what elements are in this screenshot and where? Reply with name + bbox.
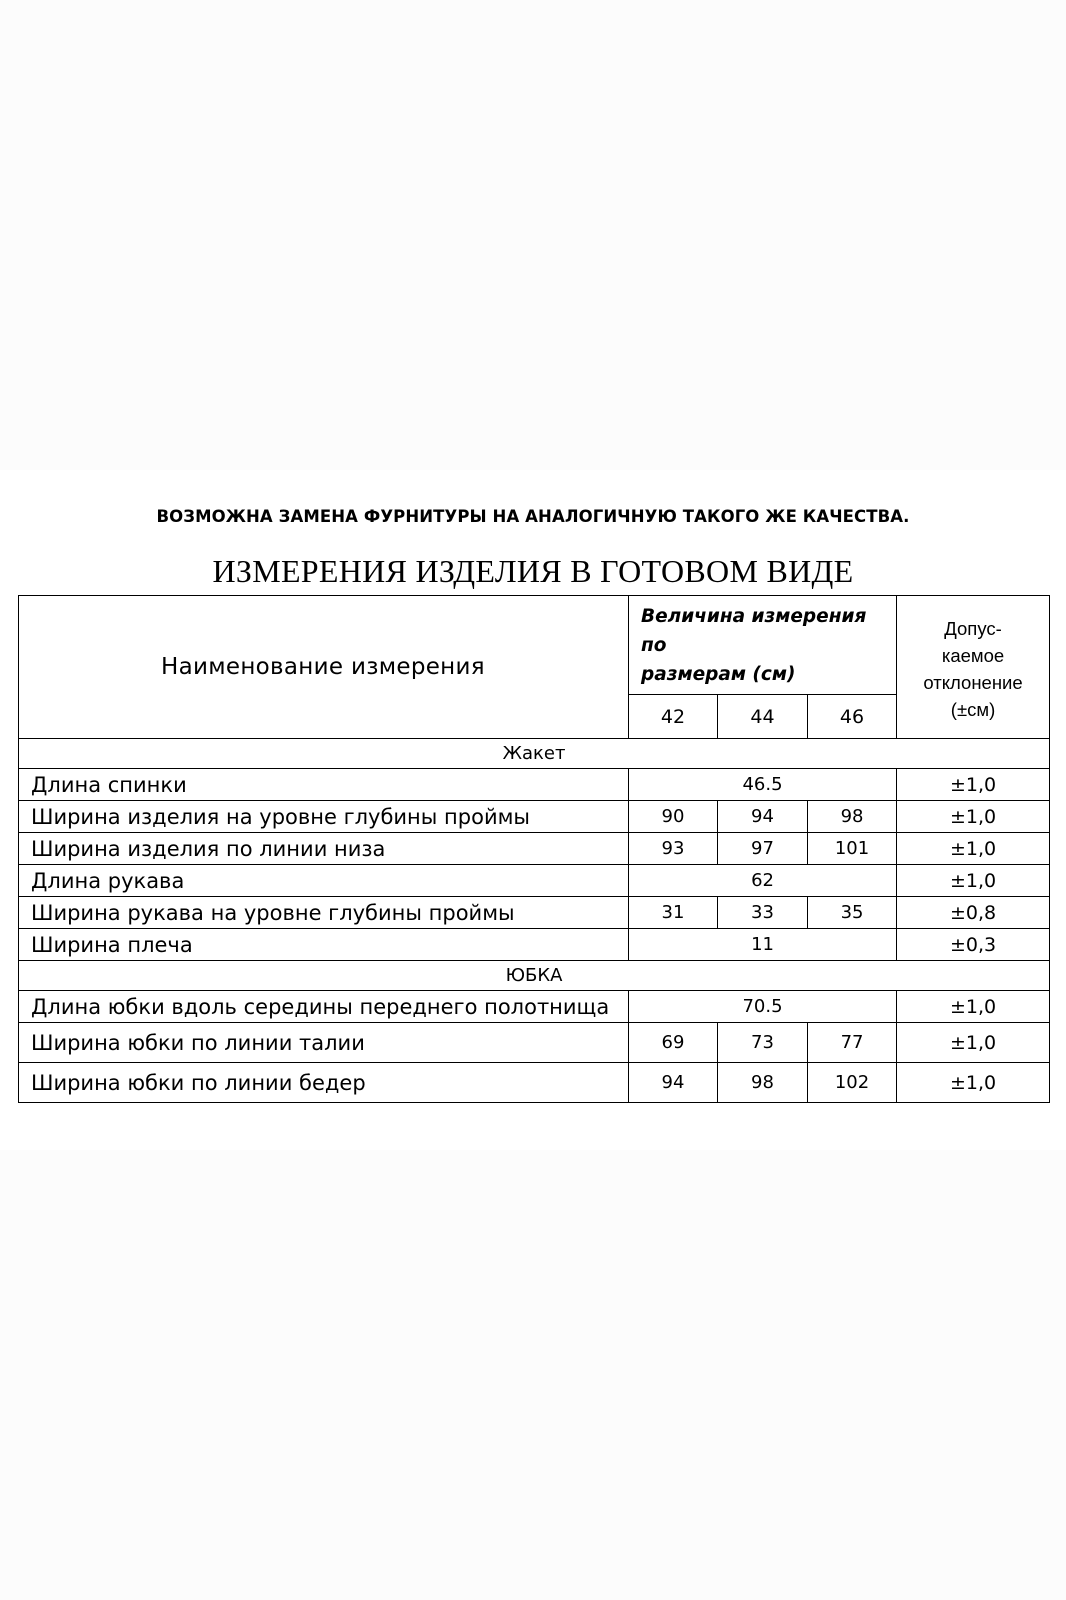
- row-value-46: 102: [808, 1063, 897, 1103]
- row-value-44: 94: [718, 801, 808, 833]
- row-tolerance: ±1,0: [897, 769, 1050, 801]
- row-name: Длина рукава: [19, 865, 629, 897]
- header-tolerance-line2: каемое: [941, 645, 1005, 666]
- section-label-jacket: Жакет: [19, 739, 1050, 769]
- row-tolerance: ±0,8: [897, 897, 1050, 929]
- row-value-46: 35: [808, 897, 897, 929]
- row-value-42: 93: [629, 833, 718, 865]
- table-row: [19, 897, 1050, 929]
- header-tolerance-line1: Допус-: [944, 618, 1002, 639]
- table-row: [19, 1063, 1050, 1103]
- row-name: Длина юбки вдоль середины переднего полотнища: [19, 991, 629, 1023]
- row-name: Ширина плеча: [19, 929, 629, 961]
- row-tolerance: ±1,0: [897, 1063, 1050, 1103]
- table-row: [19, 801, 1050, 833]
- row-value-46: 98: [808, 801, 897, 833]
- row-merged-value: 70.5: [629, 991, 897, 1023]
- header-measurement-name: Наименование измерения: [19, 596, 629, 739]
- row-value-44: 98: [718, 1063, 808, 1103]
- row-value-42: 94: [629, 1063, 718, 1103]
- row-name: Ширина изделия на уровне глубины проймы: [19, 801, 629, 833]
- table-row: [19, 833, 1050, 865]
- table-row: [19, 769, 1050, 801]
- row-merged-value: 46.5: [629, 769, 897, 801]
- row-tolerance: ±1,0: [897, 833, 1050, 865]
- row-value-42: 69: [629, 1023, 718, 1063]
- table-row: [19, 991, 1050, 1023]
- row-tolerance: ±1,0: [897, 1023, 1050, 1063]
- header-size-group-line2: размерам (см): [641, 664, 796, 685]
- row-tolerance: ±1,0: [897, 865, 1050, 897]
- header-size-46: 46: [808, 695, 897, 739]
- page-title: ИЗМЕРЕНИЯ ИЗДЕЛИЯ В ГОТОВОМ ВИДЕ: [212, 553, 854, 589]
- header-size-group-line1: Величина измерения по: [641, 606, 867, 656]
- header-size-group: [629, 596, 897, 695]
- row-name: Ширина рукава на уровне глубины проймы: [19, 897, 629, 929]
- header-size-44: 44: [718, 695, 808, 739]
- row-value-44: 33: [718, 897, 808, 929]
- section-label-skirt: ЮБКА: [19, 961, 1050, 991]
- notice-text: ВОЗМОЖНА ЗАМЕНА ФУРНИТУРЫ НА АНАЛОГИЧНУЮ ТАКОГО ЖЕ КАЧЕСТВА.: [156, 507, 910, 526]
- header-size-42: 42: [629, 695, 718, 739]
- row-tolerance: ±1,0: [897, 801, 1050, 833]
- row-value-46: 77: [808, 1023, 897, 1063]
- row-value-44: 97: [718, 833, 808, 865]
- row-merged-value: 11: [629, 929, 897, 961]
- table-row: [19, 1023, 1050, 1063]
- table-row: [19, 929, 1050, 961]
- header-tolerance: [897, 596, 1050, 739]
- table-row: [19, 865, 1050, 897]
- row-value-42: 90: [629, 801, 718, 833]
- row-value-42: 31: [629, 897, 718, 929]
- row-tolerance: ±0,3: [897, 929, 1050, 961]
- row-value-44: 73: [718, 1023, 808, 1063]
- header-tolerance-line4: (±см): [950, 699, 996, 720]
- row-name: Длина спинки: [19, 769, 629, 801]
- row-value-46: 101: [808, 833, 897, 865]
- row-name: Ширина юбки по линии бедер: [19, 1063, 629, 1103]
- row-name: Ширина изделия по линии низа: [19, 833, 629, 865]
- measurements-table: [18, 595, 1050, 1103]
- row-merged-value: 62: [629, 865, 897, 897]
- row-tolerance: ±1,0: [897, 991, 1050, 1023]
- header-tolerance-line3: отклонение: [923, 672, 1023, 693]
- row-name: Ширина юбки по линии талии: [19, 1023, 629, 1063]
